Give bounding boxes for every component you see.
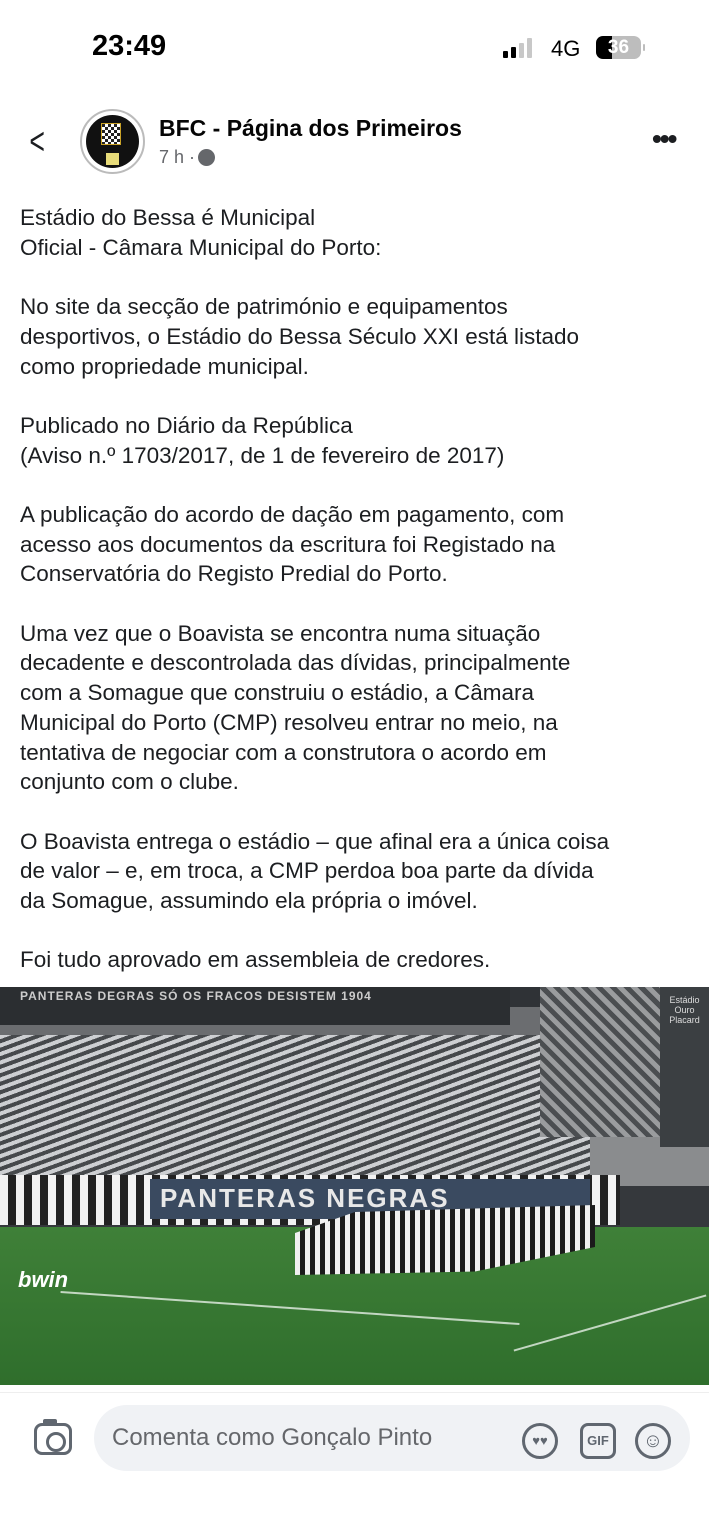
text-line: conjunto com o clube.	[20, 769, 239, 795]
stands	[0, 1035, 590, 1185]
text-line: (Aviso n.º 1703/2017, de 1 de fevereiro de 2017)	[20, 442, 505, 468]
text-line: da Somague, assumindo ela própria o imóvel.	[20, 888, 478, 914]
text-line: A publicação do acordo de dação em pagamento, com	[20, 501, 565, 527]
comment-composer	[0, 1392, 709, 1536]
text-line: acesso aos documentos da escritura foi Registado na	[20, 531, 556, 557]
post-meta	[159, 147, 215, 168]
text-line: Oficial - Câmara Municipal do Porto:	[20, 234, 382, 260]
post-photo[interactable]	[0, 987, 709, 1385]
battery-icon: 36	[596, 36, 641, 59]
text-line: desportivos, o Estádio do Bessa Século XXI está listado	[20, 323, 580, 349]
avatar-sticker-icon[interactable]: ♥♥	[522, 1423, 558, 1459]
clock: 23:49	[92, 30, 167, 62]
paragraph	[20, 500, 700, 589]
paragraph	[20, 945, 700, 975]
ad-banner: PANTERAS NEGRAS	[150, 1179, 590, 1219]
more-icon[interactable]: •••	[652, 123, 676, 154]
time-ago: 7 h ·	[159, 147, 196, 167]
text-line: Foi tudo aprovado em assembleia de credores.	[20, 947, 491, 973]
gif-icon[interactable]: GIF	[580, 1423, 616, 1459]
text-line: tentativa de negociar com a construtora o acordo em	[20, 739, 547, 765]
text-line: como propriedade municipal.	[20, 353, 309, 379]
network-type: 4G	[551, 36, 581, 61]
text-line: O Boavista entrega o estádio – que afinal era a única coisa	[20, 828, 610, 854]
text-line: Conservatória do Registo Predial do Porto.	[20, 561, 448, 587]
paragraph	[20, 203, 700, 262]
text-line: decadente e descontrolada das dívidas, principalmente	[20, 650, 571, 676]
text-line: de valor – e, em troca, a CMP perdoa boa parte da dívida	[20, 858, 594, 884]
text-line: No site da secção de património e equipamentos	[20, 294, 508, 320]
globe-icon	[198, 149, 215, 166]
comment-input[interactable]: Comenta como Gonçalo Pinto	[94, 1405, 690, 1471]
camera-icon[interactable]	[34, 1423, 72, 1455]
paragraph	[20, 411, 700, 470]
text-line: Municipal do Porto (CMP) resolveu entrar no meio, na	[20, 709, 558, 735]
paragraph	[20, 827, 700, 916]
emoji-icon[interactable]: ☺	[635, 1423, 671, 1459]
post-text	[20, 203, 700, 975]
text-line: Estádio do Bessa é Municipal	[20, 205, 316, 230]
status-bar	[0, 30, 709, 70]
chevron-left-icon[interactable]: <	[29, 121, 45, 163]
sponsor-logo: bwin	[18, 1267, 69, 1292]
text-line: Uma vez que o Boavista se encontra numa situação	[20, 620, 541, 646]
signal-icon	[503, 38, 532, 58]
paragraph	[20, 619, 700, 797]
roof-banner: PANTERAS DEGRAS SÓ OS FRACOS DESISTEM 1904	[0, 987, 510, 1025]
page-name[interactable]: BFC - Página dos Primeiros	[159, 115, 462, 141]
text-line: Publicado no Diário da República	[20, 412, 353, 438]
paragraph	[20, 292, 700, 381]
page-avatar[interactable]	[80, 109, 145, 174]
tower	[540, 987, 660, 1137]
scoreboard: Estádio Ouro Placard	[660, 987, 709, 1147]
post-header	[0, 105, 709, 180]
text-line: com a Somague que construiu o estádio, a Câmara	[20, 680, 535, 706]
